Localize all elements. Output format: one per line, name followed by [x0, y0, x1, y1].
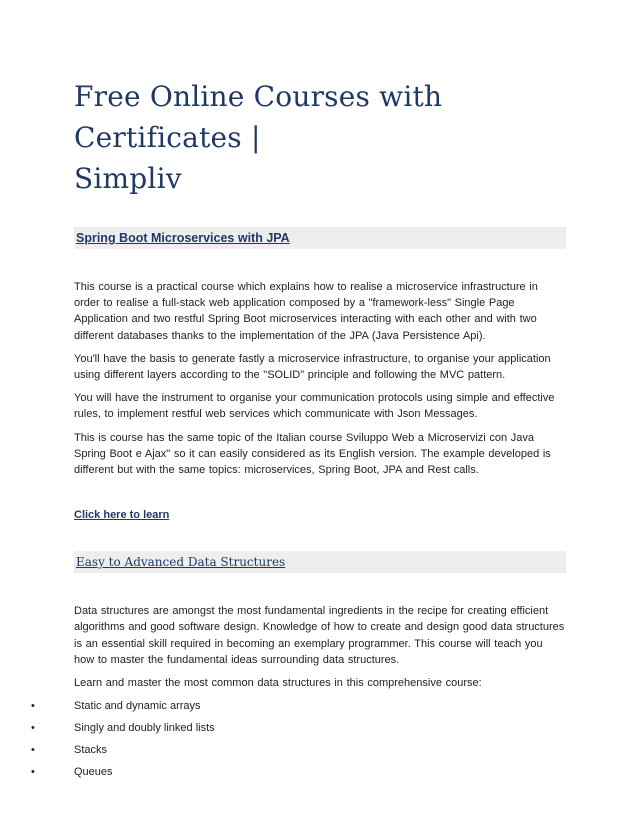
document-title	[74, 0, 566, 199]
list-item	[31, 698, 566, 714]
data-structures-paragraph-1: Data structures are amongst the most fundamental ingredients in the recipe for creating efficient algorithms and good software design. Knowledge of how to create and design good data structures is an essential skill required in becoming an exemplary programmer. This course will teach you how to master the fundamental ideas surrounding data structures.	[74, 605, 565, 666]
spring-boot-paragraph-2: You'll have the basis to generate fastly a microservice infrastructure, to organise your application using different layers according to the "SOLID" principle and following the MVC pattern.	[74, 352, 551, 382]
spring-boot-course-link[interactable]: Spring Boot Microservices with JPA	[76, 231, 290, 245]
list-item	[31, 720, 566, 736]
list-item-text: Singly and doubly linked lists	[74, 722, 215, 735]
list-item-text: Queues	[74, 766, 113, 779]
list-item	[31, 742, 566, 758]
section-heading-data-structures	[74, 551, 566, 573]
spring-boot-paragraph-4: This is course has the same topic of the Italian course Sviluppo Web a Microservizi con Java Spring Boot e Ajax" so it can easily considered as its English version. The example developed is different but with the same topics: microservices, Spring Boot, JPA and Rest calls.	[74, 431, 551, 477]
data-structures-course-link[interactable]: Easy to Advanced Data Structures	[76, 555, 286, 570]
document-title-line-2: Simpliv	[74, 162, 182, 195]
bullet-dot-icon: •	[31, 722, 35, 735]
document-page	[31, 0, 566, 786]
data-structures-bullet-list	[31, 698, 566, 780]
bullet-dot-icon: •	[31, 744, 35, 757]
section-heading-spring-boot	[74, 227, 566, 249]
bullet-dot-icon: •	[31, 700, 35, 713]
list-item-text: Stacks	[74, 744, 108, 757]
bullet-dot-icon: •	[31, 766, 35, 779]
spring-boot-paragraph-3: You will have the instrument to organise your communication protocols using simple and effective rules, to implement restful web services which communicate with Json Messages.	[74, 392, 555, 421]
document-title-line-1: Free Online Courses with Certificates |	[74, 80, 443, 154]
list-item	[31, 764, 566, 780]
click-here-to-learn-link[interactable]: Click here to learn	[74, 509, 170, 522]
spring-boot-paragraph-1: This course is a practical course which explains how to realise a microservice infrastructure in order to realise a full-stack web application composed by a "framework-less" Single Page Application and two restful Spring Boot microservices interacting with each other and with two different databases thanks to the implementation of the JPA (Java Persistence Api).	[74, 281, 538, 342]
data-structures-paragraph-2: Learn and master the most common data structures in this comprehensive course:	[74, 677, 482, 690]
list-item-text: Static and dynamic arrays	[74, 700, 201, 713]
